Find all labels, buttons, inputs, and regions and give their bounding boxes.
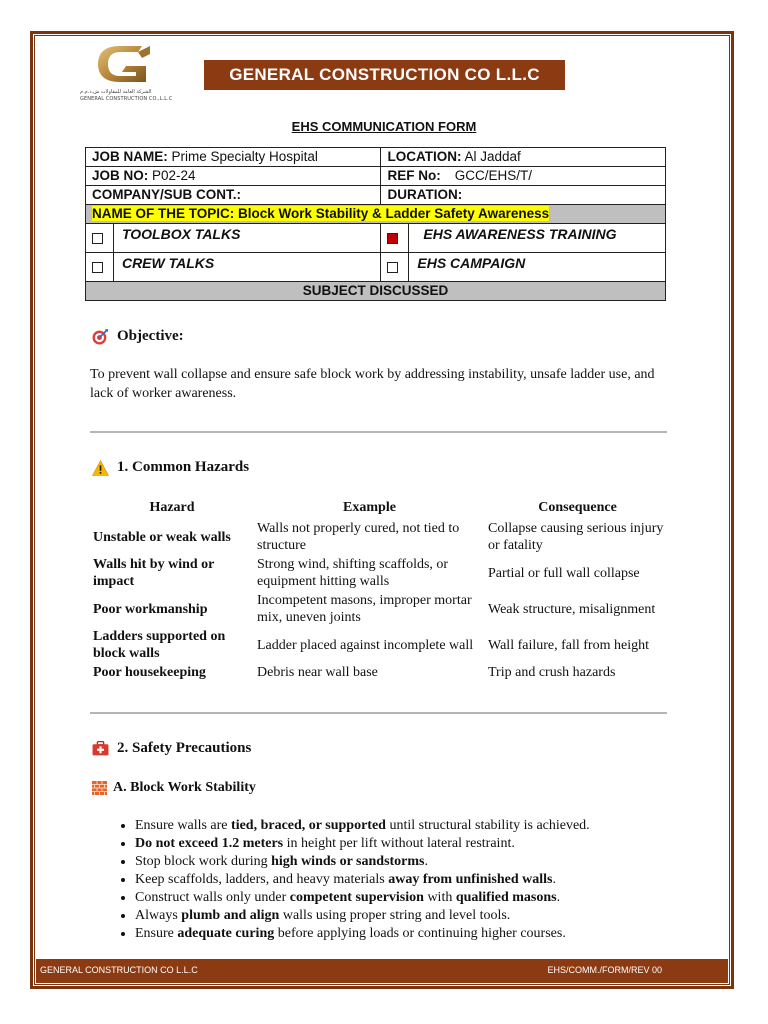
job-name-value: Prime Specialty Hospital [167, 149, 318, 164]
company-row [86, 186, 666, 205]
table-row [90, 591, 670, 627]
precautions-heading [92, 740, 251, 757]
example-cell: Walls not properly cured, not tied to structure [257, 521, 460, 553]
table-row [90, 555, 670, 591]
list-item: • Ensure adequate curing before applying loads or continuing higher courses. [135, 925, 695, 943]
precautions-title: 2. Safety Precautions [117, 740, 252, 756]
options-row-2 [86, 253, 666, 282]
hazards-table [90, 497, 670, 682]
ehs-campaign-checkbox[interactable] [387, 262, 398, 273]
divider-2 [90, 712, 667, 714]
table-row [90, 627, 670, 663]
location-value: Al Jaddaf [461, 149, 521, 164]
consequence-column-header: Consequence [538, 500, 617, 515]
page-footer [36, 959, 728, 983]
crew-talks-label: CREW TALKS [113, 253, 381, 282]
company-sub-cont-label: COMPANY/SUB CONT.: [92, 187, 242, 202]
subject-discussed-label: SUBJECT DISCUSSED [86, 282, 666, 301]
toolbox-talks-label: TOOLBOX TALKS [113, 224, 381, 253]
ref-no-value: GCC/EHS/T/ [454, 168, 532, 183]
list-item: • Keep scaffolds, ladders, and heavy materials away from unfinished walls. [135, 871, 695, 889]
job-name-label: JOB NAME: [92, 149, 168, 164]
target-icon [92, 328, 109, 345]
list-item: • Do not exceed 1.2 meters in height per lift without lateral restraint. [135, 835, 695, 853]
hazards-heading [92, 459, 249, 476]
warning-icon [92, 460, 109, 476]
example-cell: Incompetent masons, improper mortar mix, uneven joints [257, 593, 472, 625]
objective-title: Objective: [117, 328, 184, 344]
table-row [90, 663, 670, 682]
consequence-cell: Trip and crush hazards [488, 665, 616, 680]
brick-wall-icon [92, 781, 107, 795]
objective-heading [92, 328, 184, 345]
crew-talks-checkbox[interactable] [92, 262, 103, 273]
hazard-cell: Unstable or weak walls [93, 529, 231, 545]
list-item: • Stop block work during high winds or sandstorms. [135, 853, 695, 871]
consequence-cell: Partial or full wall collapse [488, 565, 640, 581]
objective-text: To prevent wall collapse and ensure safe block work by addressing instability, unsafe ladder use, and lack of worker awareness. [90, 367, 655, 401]
hazards-header-row [90, 497, 670, 519]
precautions-list [110, 817, 695, 943]
divider-1 [90, 431, 667, 433]
toolbox-talks-checkbox[interactable] [92, 233, 103, 244]
list-item: • Ensure walls are tied, braced, or supported until structural stability is achieved. [135, 817, 695, 835]
list-item: • Always plumb and align walls using proper string and level tools. [135, 907, 695, 925]
example-cell: Ladder placed against incomplete wall [257, 637, 474, 653]
subject-discussed-row [86, 282, 666, 301]
logo-english-text: GENERAL CONSTRUCTION CO.,L.L.C [80, 96, 173, 102]
block-work-title: A. Block Work Stability [113, 780, 256, 795]
ehs-awareness-training-checkbox[interactable] [387, 233, 398, 244]
job-name-row [86, 148, 666, 167]
logo-arabic-text: الشركة العامة للمقاولات ش.ذ.م.م [80, 89, 152, 95]
job-no-row [86, 167, 666, 186]
company-name-banner: GENERAL CONSTRUCTION CO L.L.C [204, 60, 565, 90]
hazard-cell: Walls hit by wind or impact [93, 557, 215, 589]
job-no-label: JOB NO: [92, 168, 149, 183]
topic-name: NAME OF THE TOPIC: Block Work Stability & Ladder Safety Awareness [92, 206, 550, 221]
list-item: • Construct walls only under competent supervision with qualified masons. [135, 889, 695, 907]
footer-company-name: GENERAL CONSTRUCTION CO L.L.C [40, 965, 198, 975]
job-info-table [85, 147, 666, 301]
ehs-campaign-label: EHS CAMPAIGN [409, 253, 666, 282]
table-row [90, 519, 670, 555]
options-row-1 [86, 224, 666, 253]
consequence-cell: Wall failure, fall from height [488, 637, 649, 653]
hazard-column-header: Hazard [149, 500, 195, 515]
hazard-cell: Poor housekeeping [93, 665, 206, 680]
example-column-header: Example [343, 500, 396, 515]
ehs-awareness-training-label: EHS AWARENESS TRAINING [409, 224, 666, 253]
duration-label: DURATION: [387, 187, 463, 202]
ref-no-label: REF No: [387, 168, 441, 183]
footer-form-code: EHS/COMM./FORM/REV 00 [547, 965, 662, 975]
example-cell: Strong wind, shifting scaffolds, or equipment hitting walls [257, 557, 449, 589]
job-no-value: P02-24 [148, 168, 196, 183]
hazards-title: 1. Common Hazards [117, 459, 250, 475]
topic-row [86, 205, 666, 224]
form-title: EHS COMMUNICATION FORM [291, 119, 477, 134]
consequence-cell: Collapse causing serious injury or fatality [488, 521, 664, 553]
hazard-cell: Poor workmanship [93, 601, 208, 617]
first-aid-kit-icon [92, 741, 109, 756]
consequence-cell: Weak structure, misalignment [488, 601, 656, 617]
location-label: LOCATION: [387, 149, 462, 164]
block-work-subheading [92, 780, 256, 796]
example-cell: Debris near wall base [257, 665, 378, 680]
hazard-cell: Ladders supported on block walls [93, 629, 226, 661]
